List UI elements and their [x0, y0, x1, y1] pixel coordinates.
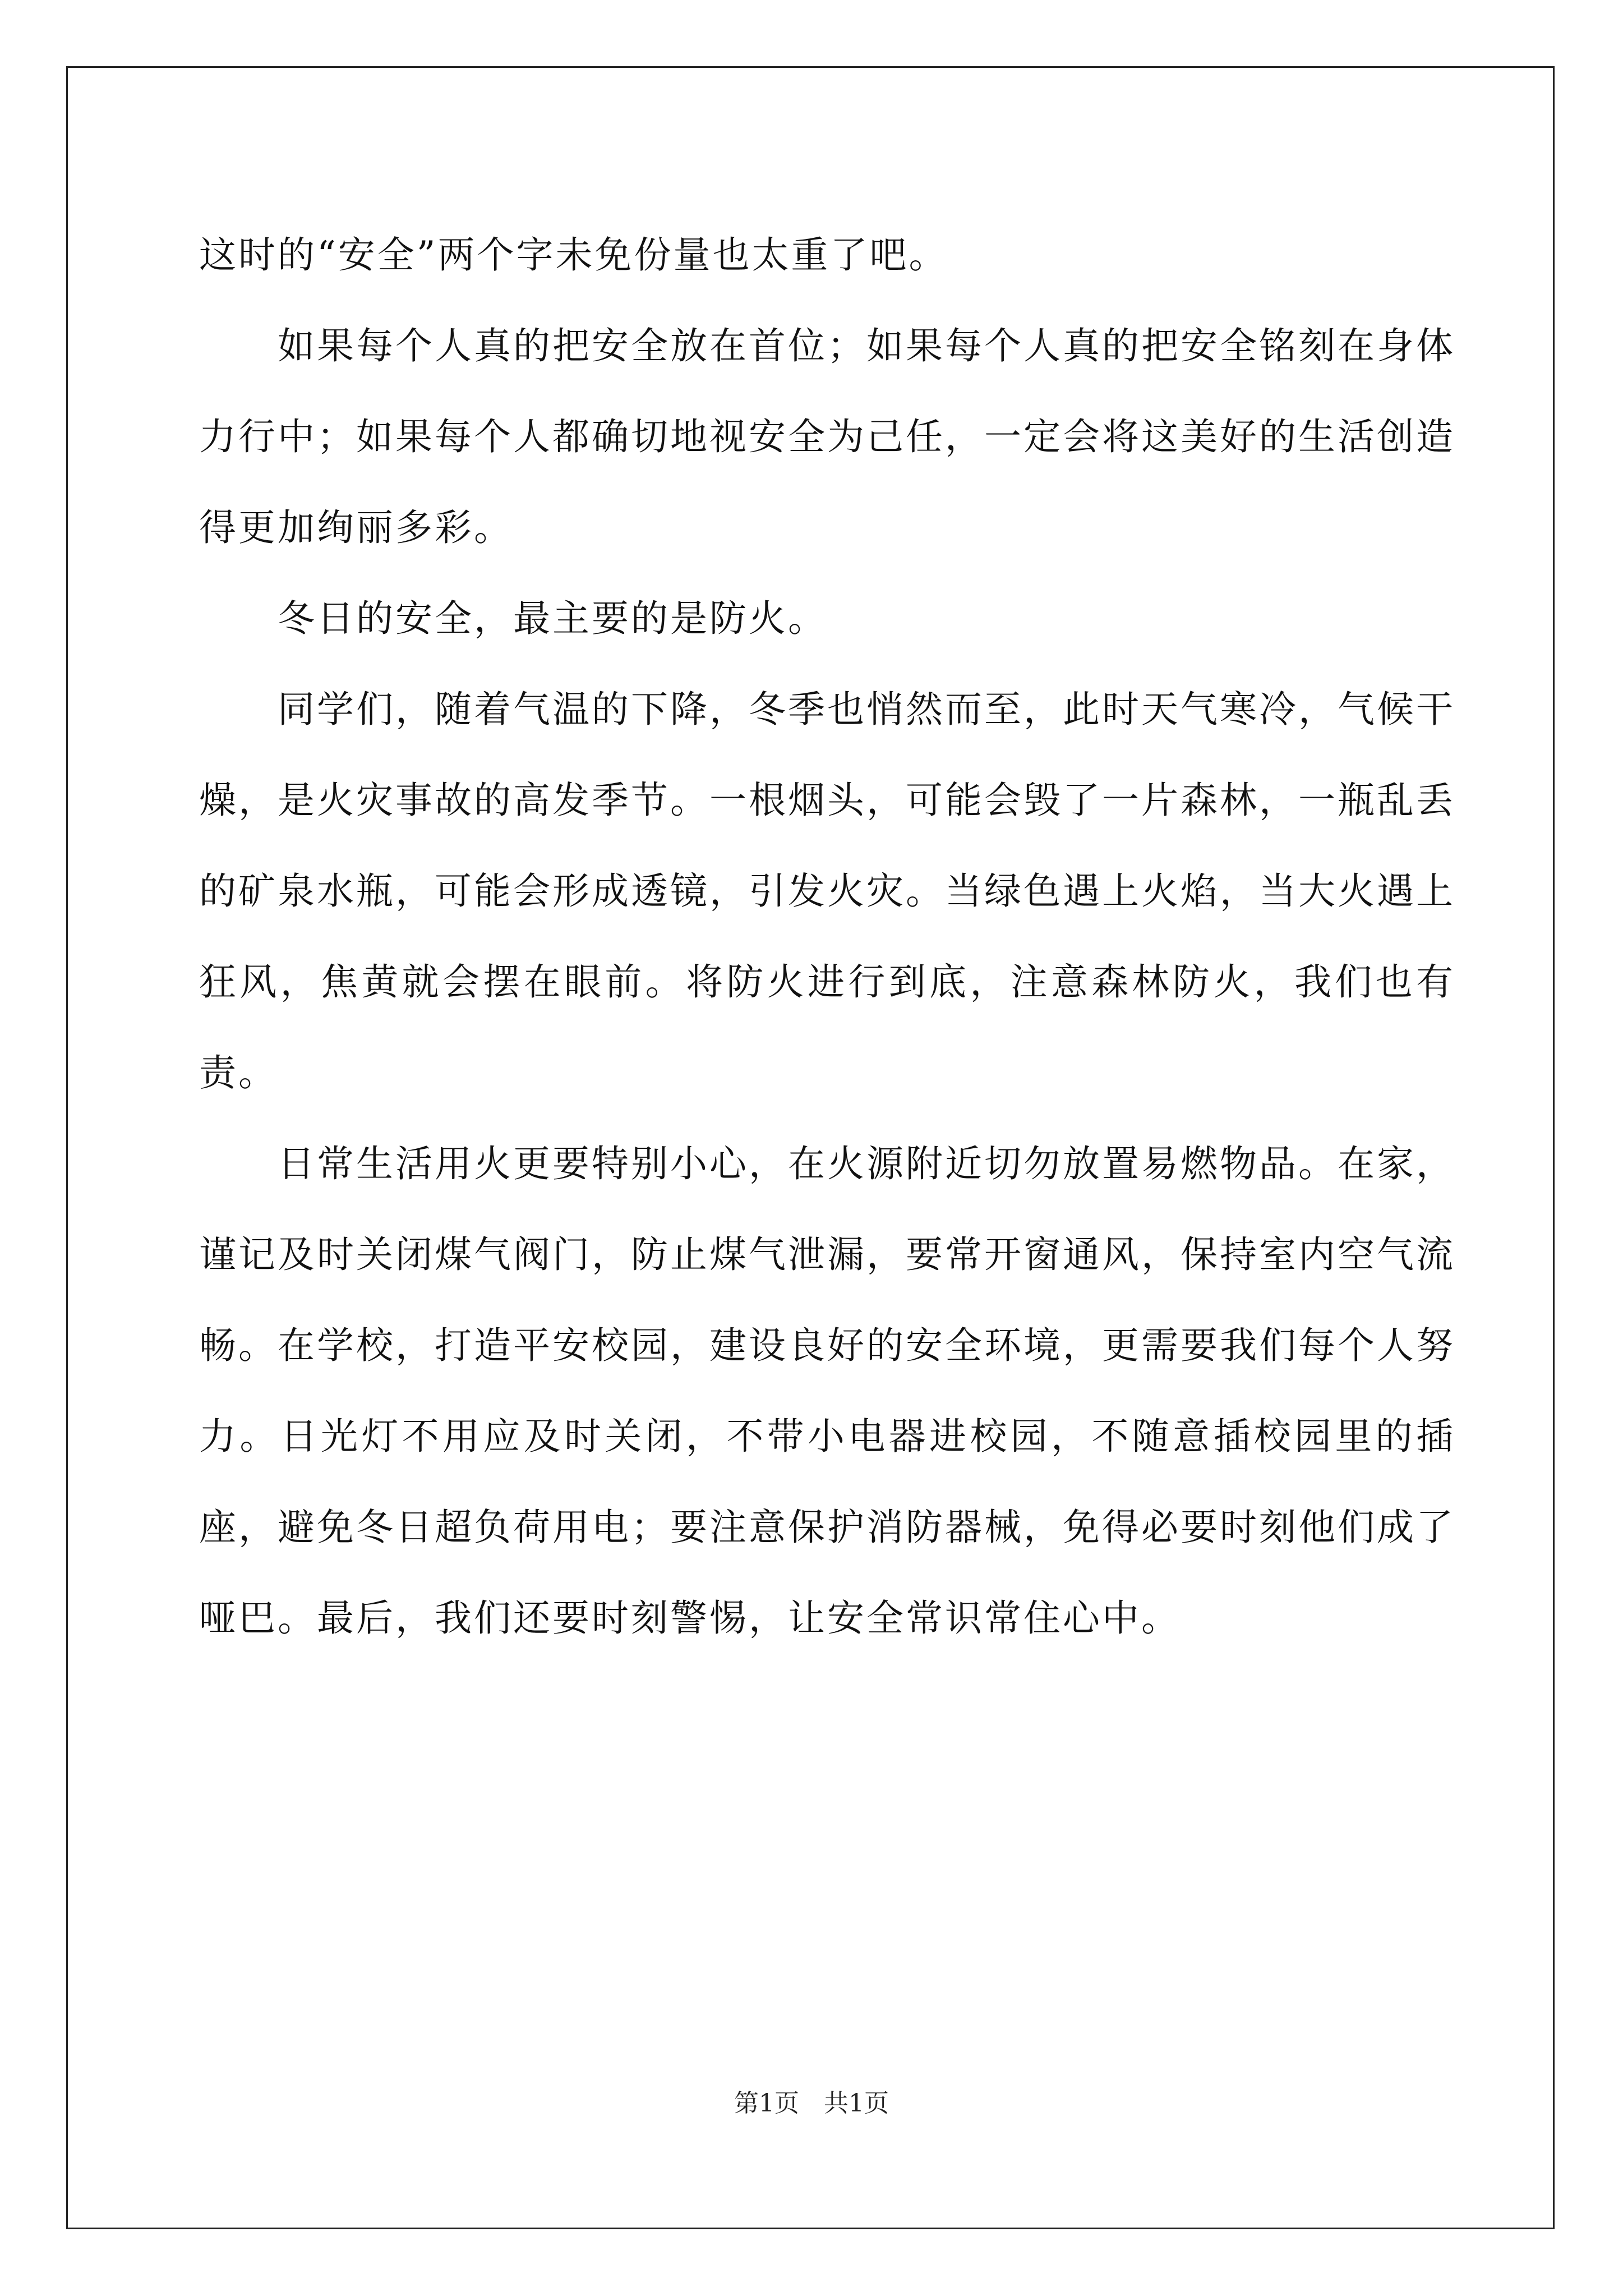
page-number-footer: 第1页 共1页	[734, 2089, 889, 2118]
paragraph: 同学们，随着气温的下降，冬季也悄然而至，此时天气寒冷，气候干燥，是火灾事故的高发季节。一根烟头，可能会毁了一片森林，一瓶乱丢的矿泉水瓶，可能会形成透镜，引发火灾。当绿色遇上火焰，当大火遇上狂风，焦黄就会摆在眼前。将防火进行到底，注意森林防火，我们也有责。	[199, 688, 1455, 1094]
paragraph: 日常生活用火更要特别小心，在火源附近切勿放置易燃物品。在家，谨记及时关闭煤气阀门，防止煤气泄漏，要常开窗通风，保持室内空气流畅。在学校，打造平安校园，建设良好的安全环境，更需要我们每个人努力。日光灯不用应及时关闭，不带小电器进校园，不随意插校园里的插座，避免冬日超负荷用电；要注意保护消防器械，免得必要时刻他们成了哑巴。最后，我们还要时刻警惕，让安全常识常住心中。	[199, 1142, 1455, 1640]
document-body	[199, 210, 1455, 1664]
paragraph: 冬日的安全，最主要的是防火。	[278, 597, 827, 640]
paragraph: 如果每个人真的把安全放在首位；如果每个人真的把安全铭刻在身体力行中；如果每个人都确切地视安全为己任，一定会将这美好的生活创造得更加绚丽多彩。	[199, 324, 1455, 549]
paragraph: 这时的“安全”两个字未免份量也太重了吧。	[199, 233, 948, 277]
